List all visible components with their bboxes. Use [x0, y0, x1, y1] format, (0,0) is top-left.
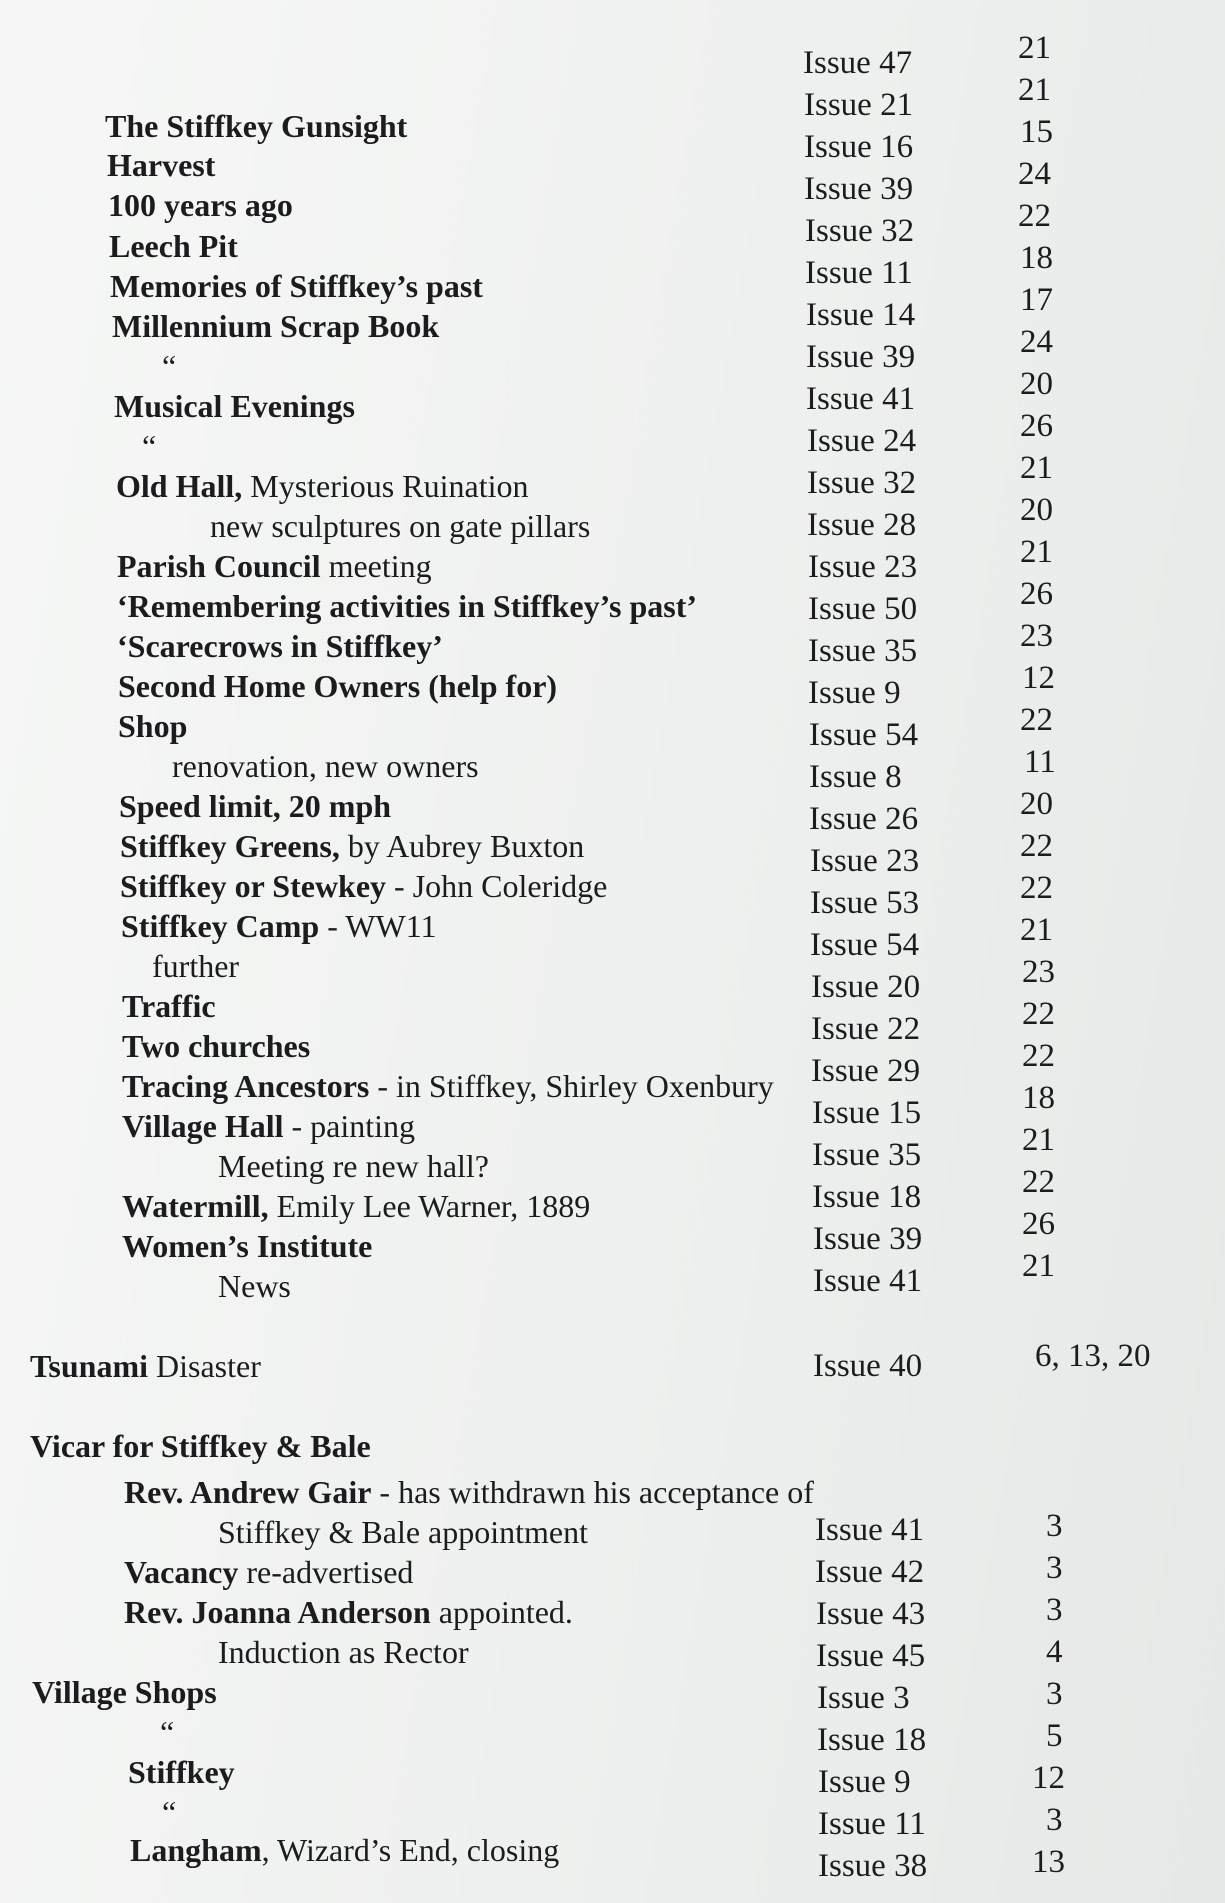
issue-number: Issue 18 [812, 1179, 922, 1215]
page-number: 22 [1020, 702, 1053, 738]
entry-detail: Emily Lee Warner, 1889 [268, 1188, 591, 1224]
page-number: 4 [1046, 1634, 1063, 1670]
entry-detail: re-advertised [238, 1554, 414, 1590]
issue-number: Issue 11 [805, 255, 913, 291]
page-number: 22 [1022, 996, 1055, 1032]
page-number: 21 [1022, 1248, 1055, 1284]
page-number: 17 [1020, 282, 1053, 318]
index-entry [122, 988, 216, 1024]
issue-number: Issue 41 [815, 1512, 925, 1548]
entry-detail: Disaster [148, 1348, 261, 1384]
issue-number: Issue 16 [804, 129, 914, 165]
index-entry [162, 348, 176, 384]
entry-heading: Watermill, [122, 1188, 269, 1224]
issue-number: Issue 39 [813, 1221, 923, 1257]
issue-number: Issue 53 [810, 885, 920, 921]
page-number: 22 [1022, 1038, 1055, 1074]
issue-number: Issue 35 [812, 1137, 922, 1173]
entry-detail: renovation, new owners [172, 748, 479, 784]
entry-detail: further [152, 948, 240, 984]
issue-number: Issue 32 [805, 213, 915, 249]
index-entry [120, 828, 584, 864]
entry-heading: Memories of Stiffkey’s past [110, 268, 483, 304]
issue-number: Issue 8 [809, 759, 902, 795]
issue-number: Issue 21 [804, 87, 914, 123]
page-number: 3 [1046, 1550, 1063, 1586]
entry-heading: Stiffkey Greens, [120, 828, 340, 864]
entry-detail: Induction as Rector [218, 1634, 469, 1670]
entry-heading: Women’s Institute [122, 1228, 373, 1264]
entry-heading: ‘Remembering activities in Stiffkey’s past’ [117, 588, 698, 624]
entry-heading: Shop [118, 708, 188, 744]
issue-number: Issue 43 [816, 1596, 926, 1632]
index-entry [162, 1794, 176, 1830]
entry-heading: Old Hall, [116, 468, 243, 504]
entry-detail: Mysterious Ruination [242, 468, 529, 504]
index-entry [218, 1268, 291, 1304]
entry-heading: Stiffkey or Stewkey [120, 868, 387, 904]
issue-number: Issue 45 [816, 1638, 926, 1674]
entry-heading: Traffic [122, 988, 216, 1024]
index-entry [119, 788, 391, 824]
page-number: 18 [1020, 240, 1053, 276]
issue-number: Issue 23 [810, 843, 920, 879]
index-entry [105, 108, 407, 144]
entry-detail: Stiffkey & Bale appointment [218, 1514, 589, 1550]
page-number: 21 [1018, 72, 1051, 108]
page-number: 22 [1018, 198, 1051, 234]
issue-number: Issue 15 [812, 1095, 922, 1131]
index-entry [121, 908, 437, 944]
issue-number: Issue 39 [806, 339, 916, 375]
entry-heading: ‘Scarecrows in Stiffkey’ [117, 628, 443, 664]
entry-detail: “ [162, 348, 177, 384]
index-entry [120, 868, 607, 904]
page-number: 23 [1020, 618, 1053, 654]
page-number: 24 [1020, 324, 1053, 360]
index-entry [124, 1474, 814, 1510]
page-number: 26 [1022, 1206, 1055, 1242]
index-entry [114, 388, 355, 424]
entry-detail: appointed. [430, 1594, 573, 1630]
index-entry [128, 1754, 235, 1790]
issue-number: Issue 39 [804, 171, 914, 207]
entry-heading: Tsunami [30, 1348, 148, 1384]
entry-heading: Musical Evenings [114, 388, 355, 424]
issue-number: Issue 22 [811, 1011, 921, 1047]
index-entry [110, 268, 483, 304]
index-entry [122, 1068, 774, 1104]
index-entry [117, 628, 443, 664]
entry-detail: News [218, 1268, 291, 1304]
index-entry [218, 1514, 588, 1550]
index-entry [107, 147, 215, 183]
issue-number: Issue 50 [808, 591, 918, 627]
entry-heading: Village Shops [32, 1674, 217, 1710]
entry-detail: “ [162, 1794, 177, 1830]
entry-heading: Leech Pit [109, 228, 238, 264]
entry-heading: Two churches [122, 1028, 311, 1064]
page-number: 23 [1022, 954, 1055, 990]
issue-number: Issue 3 [817, 1680, 910, 1716]
entry-heading: Vicar for Stiffkey & Bale [30, 1428, 371, 1464]
index-entry [30, 1348, 261, 1384]
index-entry [124, 1594, 573, 1630]
entry-heading: Vacancy [124, 1554, 239, 1590]
issue-number: Issue 14 [806, 297, 916, 333]
page-number: 20 [1020, 492, 1053, 528]
index-entry [30, 1428, 371, 1464]
page-number: 21 [1020, 534, 1053, 570]
entry-detail: - painting [283, 1108, 415, 1144]
page-number: 20 [1020, 366, 1053, 402]
page-number: 5 [1046, 1718, 1063, 1754]
issue-number: Issue 35 [808, 633, 918, 669]
page-number: 18 [1022, 1080, 1055, 1116]
entry-heading: Harvest [107, 147, 216, 183]
index-entry [122, 1028, 310, 1064]
index-entry [117, 588, 697, 624]
issue-number: Issue 41 [813, 1263, 923, 1299]
entry-heading: Rev. Andrew Gair [124, 1474, 372, 1510]
issue-number: Issue 20 [811, 969, 921, 1005]
entry-detail: new sculptures on gate pillars [210, 508, 591, 544]
page-number: 21 [1020, 450, 1053, 486]
entry-detail: “ [142, 428, 157, 464]
issue-number: Issue 9 [818, 1764, 911, 1800]
issue-number: Issue 40 [813, 1348, 923, 1384]
page-number: 26 [1020, 576, 1053, 612]
index-entry [118, 668, 557, 704]
entry-detail: by Aubrey Buxton [339, 828, 585, 864]
issue-number: Issue 26 [809, 801, 919, 837]
issue-number: Issue 32 [807, 465, 917, 501]
page-number: 24 [1018, 156, 1051, 192]
index-entry [130, 1832, 559, 1868]
entry-heading: Speed limit, 20 mph [119, 788, 392, 824]
index-entry [218, 1148, 489, 1184]
index-entry [117, 548, 432, 584]
issue-number: Issue 29 [811, 1053, 921, 1089]
entry-detail: “ [160, 1714, 175, 1750]
index-entry [210, 508, 590, 544]
page-number: 12 [1022, 660, 1055, 696]
issue-number: Issue 28 [807, 507, 917, 543]
entry-detail: meeting [320, 548, 432, 584]
issue-number: Issue 42 [815, 1554, 925, 1590]
issue-number: Issue 47 [803, 45, 913, 81]
index-entry [32, 1674, 217, 1710]
issue-number: Issue 11 [818, 1806, 926, 1842]
entry-heading: Stiffkey [128, 1754, 235, 1790]
entry-detail: - in Stiffkey, Shirley Oxenbury [369, 1068, 774, 1104]
page-number: 21 [1018, 30, 1051, 66]
page-number: 26 [1020, 408, 1053, 444]
issue-number: Issue 9 [808, 675, 901, 711]
page-number: 11 [1024, 744, 1056, 780]
issue-number: Issue 24 [807, 423, 917, 459]
entry-heading: Tracing Ancestors [122, 1068, 370, 1104]
page-number: 22 [1022, 1164, 1055, 1200]
page-number: 15 [1020, 114, 1053, 150]
page-number: 21 [1022, 1122, 1055, 1158]
page-number: 13 [1032, 1844, 1065, 1880]
index-entry [124, 1554, 413, 1590]
entry-detail: - John Coleridge [386, 868, 608, 904]
page-number: 6, 13, 20 [1035, 1338, 1151, 1374]
entry-heading: Parish Council [117, 548, 321, 584]
index-entry [112, 308, 439, 344]
index-entry [122, 1188, 590, 1224]
entry-heading: Millennium Scrap Book [112, 308, 440, 344]
issue-number: Issue 23 [808, 549, 918, 585]
entry-heading: 100 years ago [108, 187, 293, 223]
issue-number: Issue 18 [817, 1722, 927, 1758]
page-number: 21 [1020, 912, 1053, 948]
entry-heading: Village Hall [122, 1108, 284, 1144]
index-entry [122, 1228, 372, 1264]
index-entry [172, 748, 479, 784]
page-number: 20 [1020, 786, 1053, 822]
entry-heading: The Stiffkey Gunsight [105, 108, 408, 144]
index-entry [142, 428, 156, 464]
index-entry [108, 187, 293, 223]
page-number: 22 [1020, 828, 1053, 864]
page-number: 3 [1046, 1802, 1063, 1838]
page-number: 3 [1046, 1676, 1063, 1712]
issue-number: Issue 54 [809, 717, 919, 753]
entry-detail: Meeting re new hall? [218, 1148, 489, 1184]
entry-detail: - has withdrawn his acceptance of [371, 1474, 814, 1510]
issue-number: Issue 41 [806, 381, 916, 417]
index-entry [109, 228, 238, 264]
index-entry [118, 708, 187, 744]
entry-heading: Second Home Owners (help for) [118, 668, 558, 704]
page-number: 22 [1020, 870, 1053, 906]
entry-detail: , Wizard’s End, closing [261, 1832, 560, 1868]
issue-number: Issue 54 [810, 927, 920, 963]
index-entry [116, 468, 528, 504]
index-entry [122, 1108, 415, 1144]
page-number: 3 [1046, 1592, 1063, 1628]
entry-heading: Rev. Joanna Anderson [124, 1594, 431, 1630]
entry-heading: Langham [130, 1832, 262, 1868]
issue-number: Issue 38 [818, 1848, 928, 1884]
entry-detail: - WW11 [319, 908, 437, 944]
index-entry [160, 1714, 174, 1750]
index-entry [152, 948, 239, 984]
page-number: 12 [1032, 1760, 1065, 1796]
page-number: 3 [1046, 1508, 1063, 1544]
index-entry [218, 1634, 469, 1670]
entry-heading: Stiffkey Camp [121, 908, 320, 944]
